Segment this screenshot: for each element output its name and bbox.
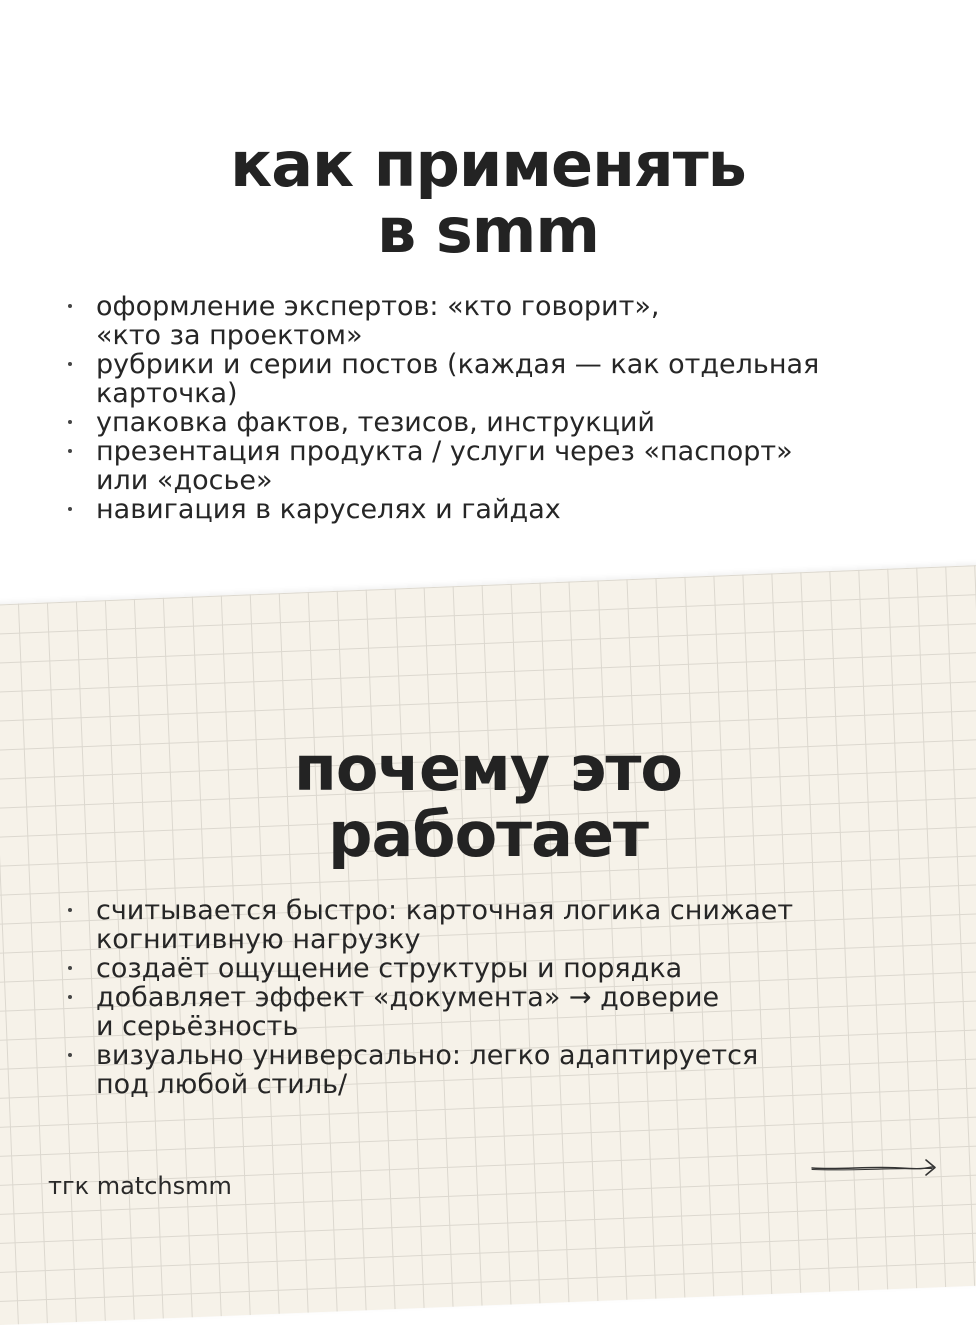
list-item-text: презентация продукта / услуги через «паспорт» или «досье»: [96, 436, 793, 496]
list-item: [64, 495, 884, 524]
section-1-title-line: в smm: [377, 194, 599, 267]
bullet-dot-icon: [68, 362, 72, 366]
list-item: [64, 408, 884, 437]
list-item-text: упаковка фактов, тезисов, инструкций: [96, 407, 655, 438]
list-item: [64, 437, 884, 495]
list-item: [64, 896, 884, 954]
list-item-text: навигация в каруселях и гайдах: [96, 494, 561, 525]
section-2-list: [64, 896, 884, 1099]
section-2-title-line: почему это: [293, 732, 682, 805]
bullet-dot-icon: [68, 449, 72, 453]
section-1-list: [64, 292, 884, 524]
bullet-dot-icon: [68, 304, 72, 308]
bullet-dot-icon: [68, 966, 72, 970]
list-item: [64, 350, 884, 408]
list-item: [64, 983, 884, 1041]
section-1-title: [0, 128, 976, 267]
channel-handle: тгк matchsmm: [48, 1172, 232, 1200]
bullet-dot-icon: [68, 1053, 72, 1057]
list-item-text: оформление экспертов: «кто говорит», «кто за проектом»: [96, 291, 660, 351]
list-item-text: рубрики и серии постов (каждая — как отдельная карточка): [96, 349, 820, 409]
section-1-title-line: как применять: [230, 128, 746, 201]
list-item: [64, 1041, 884, 1099]
bullet-dot-icon: [68, 995, 72, 999]
list-item-text: считывается быстро: карточная логика снижает когнитивную нагрузку: [96, 895, 794, 955]
bullet-dot-icon: [68, 420, 72, 424]
bullet-dot-icon: [68, 507, 72, 511]
list-item: [64, 954, 884, 983]
list-item: [64, 292, 884, 350]
bullet-dot-icon: [68, 908, 72, 912]
list-item-text: создаёт ощущение структуры и порядка: [96, 953, 683, 984]
list-item-text: добавляет эффект «документа» → доверие и серьёзность: [96, 982, 720, 1042]
section-2-title: [0, 732, 976, 871]
list-item-text: визуально универсально: легко адаптируется под любой стиль/: [96, 1040, 759, 1100]
arrow-right-icon[interactable]: [810, 1156, 940, 1178]
section-2-title-line: работает: [328, 798, 648, 871]
